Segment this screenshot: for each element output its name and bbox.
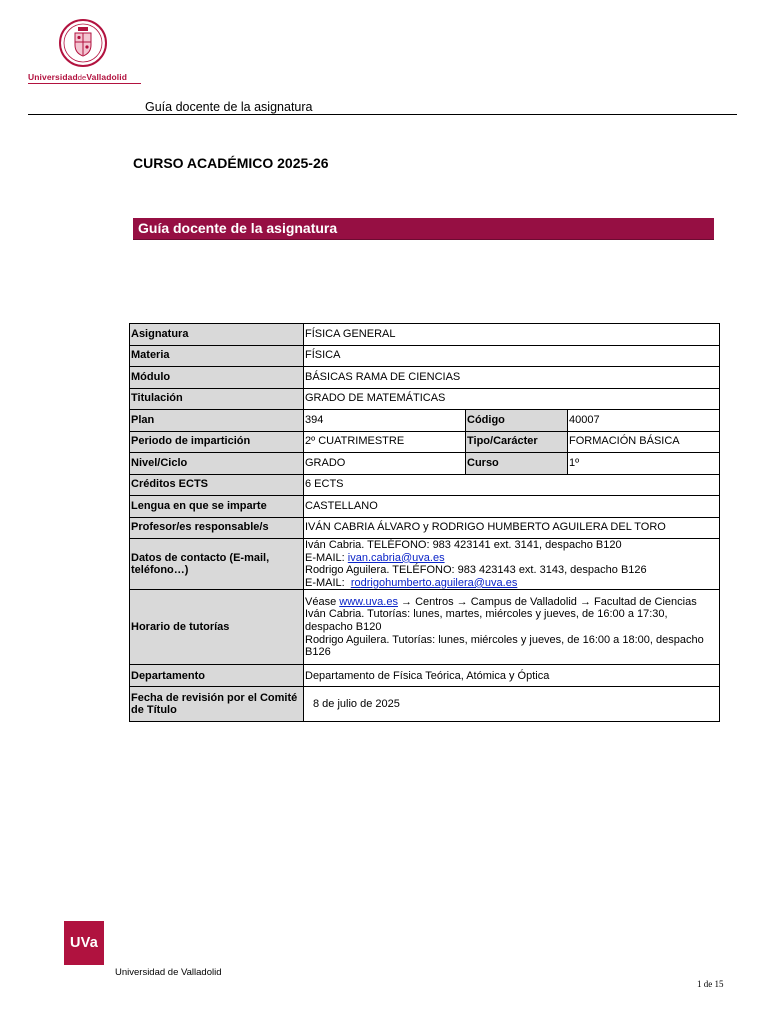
contact-email-line-cabria	[305, 552, 718, 565]
course-year-title: CURSO ACADÉMICO 2025-26	[133, 155, 329, 171]
table-row	[130, 539, 720, 590]
label-materia: Materia	[130, 345, 304, 367]
value-plan: 394	[304, 410, 466, 432]
table-row	[130, 496, 720, 518]
label-departamento: Departamento	[130, 665, 304, 687]
label-profesores: Profesor/es responsable/s	[130, 517, 304, 539]
table-row	[130, 324, 720, 346]
value-curso: 1º	[568, 453, 720, 475]
uva-website-link[interactable]: www.uva.es	[339, 595, 398, 608]
contact-line-aguilera: Rodrigo Aguilera. TELÉFONO: 983 423143 ext. 3143, despacho B126	[305, 564, 647, 577]
document-header-title: Guía docente de la asignatura	[145, 100, 313, 114]
label-fecha-revision: Fecha de revisión por el Comité de Título	[130, 687, 304, 722]
table-row	[130, 410, 720, 432]
email-link-aguilera[interactable]: rodrigohumberto.aguilera@uva.es	[350, 576, 518, 589]
value-departamento: Departamento de Física Teórica, Atómica y Óptica	[304, 665, 720, 687]
label-asignatura: Asignatura	[130, 324, 304, 346]
label-lengua: Lengua en que se imparte	[130, 496, 304, 518]
table-row	[130, 388, 720, 410]
subject-info-table	[129, 323, 720, 722]
email-link-cabria[interactable]: ivan.cabria@uva.es	[347, 551, 445, 564]
value-tutorias	[304, 590, 720, 665]
table-row	[130, 367, 720, 389]
label-tutorias: Horario de tutorías	[130, 590, 304, 665]
table-row	[130, 474, 720, 496]
tutorias-prefix: Véase	[305, 595, 340, 608]
value-lengua: CASTELLANO	[304, 496, 720, 518]
label-titulacion: Titulación	[130, 388, 304, 410]
value-creditos: 6 ECTS	[304, 474, 720, 496]
value-periodo: 2º CUATRIMESTRE	[304, 431, 466, 453]
tutorias-cabria: Iván Cabria. Tutorías: lunes, martes, miércoles y jueves, de 16:00 a 17:30, despacho B120	[305, 608, 668, 634]
value-nivel-ciclo: GRADO	[304, 453, 466, 475]
label-nivel-ciclo: Nivel/Ciclo	[130, 453, 304, 475]
uva-logo-text: UVa	[69, 935, 98, 951]
label-periodo: Periodo de impartición	[130, 431, 304, 453]
label-modulo: Módulo	[130, 367, 304, 389]
table-row	[130, 431, 720, 453]
tutorias-path	[305, 596, 718, 609]
table-row	[130, 453, 720, 475]
university-seal-logo	[58, 18, 108, 68]
value-fecha-revision: 8 de julio de 2025	[304, 687, 720, 722]
wordmark-underline	[28, 83, 141, 84]
section-heading-label: Guía docente de la asignatura	[138, 220, 338, 236]
table-row	[130, 590, 720, 665]
value-titulacion: GRADO DE MATEMÁTICAS	[304, 388, 720, 410]
value-tipo-caracter: FORMACIÓN BÁSICA	[568, 431, 720, 453]
table-row	[130, 517, 720, 539]
table-row	[130, 665, 720, 687]
header-divider	[28, 114, 737, 115]
university-wordmark: UniversidaddeValladolid	[28, 72, 127, 82]
contact-line-cabria: Iván Cabria. TELÉFONO: 983 423141 ext. 3141, despacho B120	[305, 539, 622, 551]
tutorias-nav-path: → Centros → Campus de Valladolid → Facultad de Ciencias	[397, 595, 697, 608]
section-heading-bar	[133, 218, 714, 240]
label-codigo: Código	[466, 410, 568, 432]
value-contacto	[304, 539, 720, 590]
label-tipo-caracter: Tipo/Carácter	[466, 431, 568, 453]
value-modulo: BÁSICAS RAMA DE CIENCIAS	[304, 367, 720, 389]
email-prefix: E-MAIL:	[305, 576, 351, 589]
value-profesores: IVÁN CABRIA ÁLVARO y RODRIGO HUMBERTO AGUILERA DEL TORO	[304, 517, 720, 539]
table-row	[130, 345, 720, 367]
email-prefix: E-MAIL:	[305, 551, 348, 564]
page-number: 1 de 15	[697, 979, 724, 989]
value-materia: FÍSICA	[304, 345, 720, 367]
footer-university-name: Universidad de Valladolid	[115, 967, 222, 978]
value-codigo: 40007	[568, 410, 720, 432]
label-plan: Plan	[130, 410, 304, 432]
table-row	[130, 687, 720, 722]
uva-logo	[64, 921, 104, 965]
label-creditos: Créditos ECTS	[130, 474, 304, 496]
label-curso: Curso	[466, 453, 568, 475]
tutorias-aguilera: Rodrigo Aguilera. Tutorías: lunes, miércoles y jueves, de 16:00 a 18:00, despacho B126	[305, 633, 704, 659]
label-contacto: Datos de contacto (E-mail, teléfono…)	[130, 539, 304, 590]
value-asignatura: FÍSICA GENERAL	[304, 324, 720, 346]
contact-email-line-aguilera	[305, 577, 718, 590]
